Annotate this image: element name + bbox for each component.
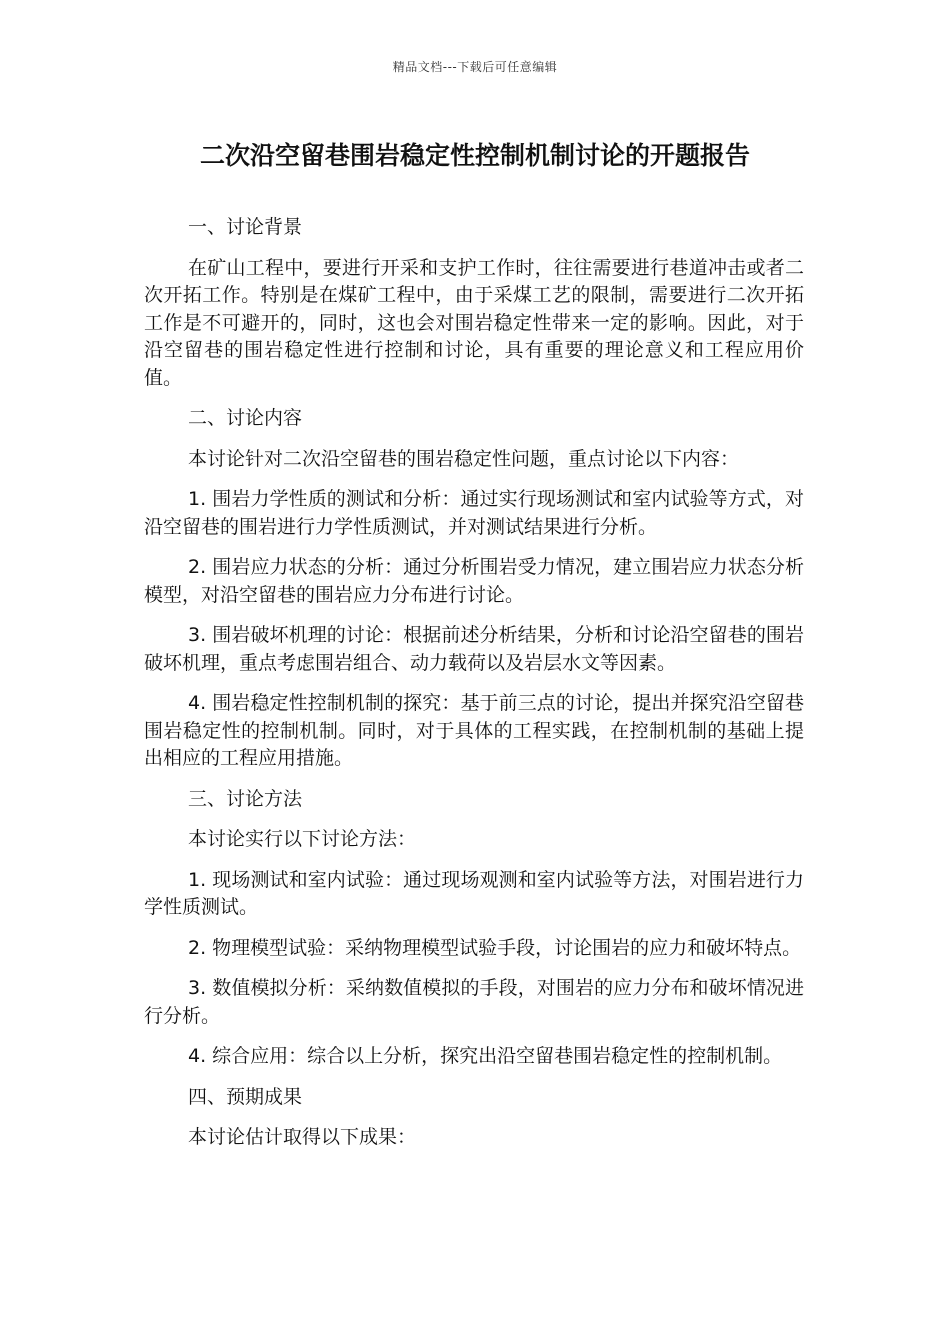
method-intro-paragraph: 本讨论实行以下讨论方法： [188, 828, 417, 850]
section-heading-method: 三、讨论方法 [188, 787, 303, 810]
background-paragraph: 在矿山工程中，要进行开采和支护工作时，往往需要进行巷道冲击或者二次开拓工作。特别是在煤矿工程中，由于采煤工艺的限制，需要进行二次开拓工作是不可避开的，同时，这也会对围岩稳定性带来一定的影响。因此，对于沿空留巷的围岩稳定性进行控制和讨论，具有重要的理论意义和工程应用价值。 [144, 256, 804, 389]
page-header-note: 精品文档---下载后可任意编辑 [392, 60, 558, 74]
section-heading-background: 一、讨论背景 [188, 216, 303, 238]
method-item-3: 3. 数值模拟分析：采纳数值模拟的手段，对围岩的应力分布和破坏情况进行分析。 [144, 977, 804, 1027]
results-intro-paragraph: 本讨论估计取得以下成果： [188, 1126, 417, 1148]
content-item-1: 1. 围岩力学性质的测试和分析：通过实行现场测试和室内试验等方式，对沿空留巷的围岩进行力学性质测试，并对测试结果进行分析。 [144, 488, 804, 538]
section-heading-results: 四、预期成果 [188, 1085, 303, 1108]
document-title: 二次沿空留巷围岩稳定性控制机制讨论的开题报告 [199, 141, 750, 170]
method-item-2: 2. 物理模型试验：采纳物理模型试验手段，讨论围岩的应力和破坏特点。 [188, 936, 802, 959]
content-intro-paragraph: 本讨论针对二次沿空留巷的围岩稳定性问题，重点讨论以下内容： [188, 447, 740, 470]
content-item-4: 4. 围岩稳定性控制机制的探究：基于前三点的讨论，提出并探究沿空留巷围岩稳定性的控制机制。同时，对于具体的工程实践，在控制机制的基础上提出相应的工程应用措施。 [144, 692, 804, 769]
method-item-1: 1. 现场测试和室内试验：通过现场观测和室内试验等方法，对围岩进行力学性质测试。 [144, 868, 804, 918]
section-heading-content: 二、讨论内容 [188, 407, 303, 429]
method-item-4: 4. 综合应用：综合以上分析，探究出沿空留巷围岩稳定性的控制机制。 [188, 1045, 783, 1067]
document-body [144, 214, 804, 1165]
content-item-3: 3. 围岩破坏机理的讨论：根据前述分析结果，分析和讨论沿空留巷的围岩破坏机理，重点考虑围岩组合、动力载荷以及岩层水文等因素。 [144, 624, 804, 674]
content-item-2: 2. 围岩应力状态的分析：通过分析围岩受力情况，建立围岩应力状态分析模型，对沿空留巷的围岩应力分布进行讨论。 [144, 556, 804, 606]
